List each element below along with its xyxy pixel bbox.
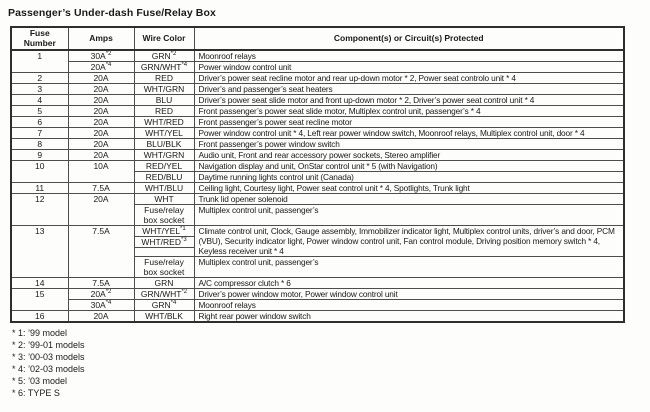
fuse-row-5	[11, 106, 624, 117]
fuse-row-14	[11, 278, 624, 289]
footnote-ref: *2	[181, 289, 188, 296]
footnote-ref: *4	[181, 62, 188, 69]
fuse-row-15-2	[11, 300, 624, 311]
fuse-number-cell: 7	[11, 128, 68, 139]
fuse-number-cell: 6	[11, 117, 68, 128]
amps-cell: 20A	[68, 150, 134, 161]
fuse-number-cell: 8	[11, 139, 68, 150]
fuse-number-cell: 3	[11, 84, 68, 95]
footnote-ref: *2	[105, 51, 112, 58]
component-cell: Moonroof relays	[194, 300, 624, 311]
component-cell: A/C compressor clutch * 6	[194, 278, 624, 289]
wire-color-cell: GRN$^{*2}$	[134, 50, 194, 62]
amps-cell: 20A	[68, 128, 134, 139]
wire-color-cell: Fuse/relay box socket	[134, 257, 194, 278]
amps-cell: 7.5A	[68, 226, 134, 278]
component-cell: Trunk lid opener solenoid	[194, 194, 624, 205]
fuse-row-12-1	[11, 194, 624, 205]
wire-color-cell: WHT/BLK	[134, 311, 194, 323]
amps-cell: 20A	[68, 311, 134, 323]
fuse-number-cell: 12	[11, 194, 68, 226]
fuse-row-15-1	[11, 289, 624, 300]
component-cell: Right rear power window switch	[194, 311, 624, 323]
fuse-number-cell: 16	[11, 311, 68, 323]
amps-cell: 7.5A	[68, 278, 134, 289]
fuse-row-4	[11, 95, 624, 106]
fuse-relay-table	[10, 26, 625, 323]
table-header	[11, 27, 624, 50]
wire-color-cell: WHT/GRN	[134, 84, 194, 95]
fuse-row-1-1	[11, 50, 624, 62]
wire-color-cell: RED	[134, 73, 194, 84]
footnote-ref: *1	[180, 226, 186, 233]
fuse-row-16	[11, 311, 624, 323]
header-fuse-number: Fuse Number	[11, 27, 68, 50]
wire-color-cell: GRN$^{*4}$	[134, 300, 194, 311]
component-cell: Driver’s and passenger’s seat heaters	[194, 84, 624, 95]
amps-cell: 7.5A	[68, 183, 134, 194]
component-cell: Multiplex control unit, passenger’s	[194, 257, 624, 278]
fuse-row-2	[11, 73, 624, 84]
wire-color-cell: BLU	[134, 95, 194, 106]
wire-color-cell: GRN	[134, 278, 194, 289]
wire-color-cell: WHT/BLU	[134, 183, 194, 194]
amps-cell: 20A	[68, 106, 134, 117]
fuse-number-cell: 9	[11, 150, 68, 161]
footnote-2: * 2: ’99-01 models	[12, 340, 85, 350]
amps-cell: $20A^{*2}$	[68, 289, 134, 300]
fuse-number-cell: 2	[11, 73, 68, 84]
amps-cell: 20A	[68, 73, 134, 84]
component-cell: Moonroof relays	[194, 50, 624, 62]
wire-color-cell: WHT/GRN	[134, 150, 194, 161]
amps-cell: 10A	[68, 161, 134, 183]
fuse-row-1-2	[11, 62, 624, 73]
fuse-row-7	[11, 128, 624, 139]
wire-color-cell: WHT	[134, 194, 194, 205]
footnote-ref: *3	[181, 237, 187, 244]
wire-color-cell: BLU/BLK	[134, 139, 194, 150]
wire-color-value: WHT/YEL$^{*1}$	[135, 226, 194, 237]
component-cell: Driver’s power seat slide motor and front up-down motor * 2, Driver’s power seat control unit * 4	[194, 95, 624, 106]
wire-color-cell: GRN/WHT$^{*2}$	[134, 289, 194, 300]
fuse-row-3	[11, 84, 624, 95]
wire-color-cell: GRN/WHT$^{*4}$	[134, 62, 194, 73]
fuse-number-cell: 4	[11, 95, 68, 106]
fuse-number-cell: 5	[11, 106, 68, 117]
wire-color-cell: WHT/RED	[134, 117, 194, 128]
header-row	[11, 27, 624, 50]
footnote-ref: *4	[105, 300, 112, 307]
component-cell: Navigation display and unit, OnStar control unit * 5 (with Navigation)	[194, 161, 624, 172]
footnote-ref: *4	[170, 300, 177, 307]
amps-cell: 20A	[68, 139, 134, 150]
component-cell: Power window control unit	[194, 62, 624, 73]
fuse-row-11	[11, 183, 624, 194]
wire-color-cell: RED/BLU	[134, 172, 194, 183]
wire-color-cell: RED	[134, 106, 194, 117]
component-cell: Audio unit, Front and rear accessory power sockets, Stereo amplifier	[194, 150, 624, 161]
fuse-row-10-1	[11, 161, 624, 172]
amps-cell: 20A	[68, 194, 134, 226]
fuse-row-9	[11, 150, 624, 161]
component-cell: Multiplex control unit, passenger’s	[194, 205, 624, 226]
component-cell: Front passenger’s power window switch	[194, 139, 624, 150]
amps-cell: $30A^{*2}$	[68, 50, 134, 62]
footnote-ref: *2	[105, 289, 112, 296]
fuse-number-cell: 11	[11, 183, 68, 194]
component-cell: Driver’s power seat recline motor and rear up-down motor * 2, Power seat controlo unit * 4	[194, 73, 624, 84]
fuse-row-8	[11, 139, 624, 150]
footnote-ref: *4	[105, 62, 112, 69]
amps-cell: 20A	[68, 95, 134, 106]
amps-cell: 20A	[68, 84, 134, 95]
footnotes	[12, 327, 642, 399]
component-cell: Driver’s power window motor, Power window control unit	[194, 289, 624, 300]
fuse-table-body	[11, 50, 624, 322]
fuse-number-cell: 14	[11, 278, 68, 289]
component-cell: Front passenger’s power seat recline motor	[194, 117, 624, 128]
wire-color-value: WHT/RED$^{*3}$	[135, 237, 194, 248]
header-component: Component(s) or Circuit(s) Protected	[194, 27, 624, 50]
header-amps: Amps	[68, 27, 134, 50]
fuse-number-cell: 1	[11, 50, 68, 73]
footnote-4: * 4: ’02-03 models	[12, 364, 85, 374]
fuse-row-13-1	[11, 226, 624, 257]
component-cell: Ceiling light, Courtesy light, Power seat control unit * 4, Spotlights, Trunk light	[194, 183, 624, 194]
header-wire-color: Wire Color	[134, 27, 194, 50]
fuse-row-6	[11, 117, 624, 128]
wire-color-cell: WHT/YEL	[134, 128, 194, 139]
page-title: Passenger’s Under-dash Fuse/Relay Box	[8, 7, 216, 19]
amps-cell: 20A	[68, 117, 134, 128]
footnote-ref: *2	[170, 51, 177, 58]
component-cell: Front passenger’s power seat slide motor, Multiplex control unit, passenger’s * 4	[194, 106, 624, 117]
footnote-5: * 5: ’03 model	[12, 376, 68, 386]
footnote-1: * 1: ’99 model	[12, 328, 68, 338]
wire-color-cell: Fuse/relay box socket	[134, 205, 194, 226]
component-cell: Power window control unit * 4, Left rear power window switch, Moonroof relays, Multiplex control unit, door * 4	[194, 128, 624, 139]
component-cell: Daytime running lights control unit (Canada)	[194, 172, 624, 183]
wire-color-cell	[134, 226, 194, 257]
amps-cell: $20A^{*4}$	[68, 62, 134, 73]
amps-cell: $30A^{*4}$	[68, 300, 134, 311]
fuse-number-cell: 10	[11, 161, 68, 183]
wire-color-cell: RED/YEL	[134, 161, 194, 172]
fuse-number-cell: 13	[11, 226, 68, 278]
component-cell: Climate control unit, Clock, Gauge assembly, Immobilizer indicator light, Multiplex control units, driver’s and door, PCM (VBU), Security indicator light, Power window control unit, Fan control module, Driving position memory switch * 4, Keyless receiver unit * 4	[194, 226, 624, 257]
footnote-3: * 3: ’00-03 models	[12, 352, 85, 362]
fuse-number-cell: 15	[11, 289, 68, 311]
footnote-6: * 6: TYPE S	[12, 388, 60, 398]
